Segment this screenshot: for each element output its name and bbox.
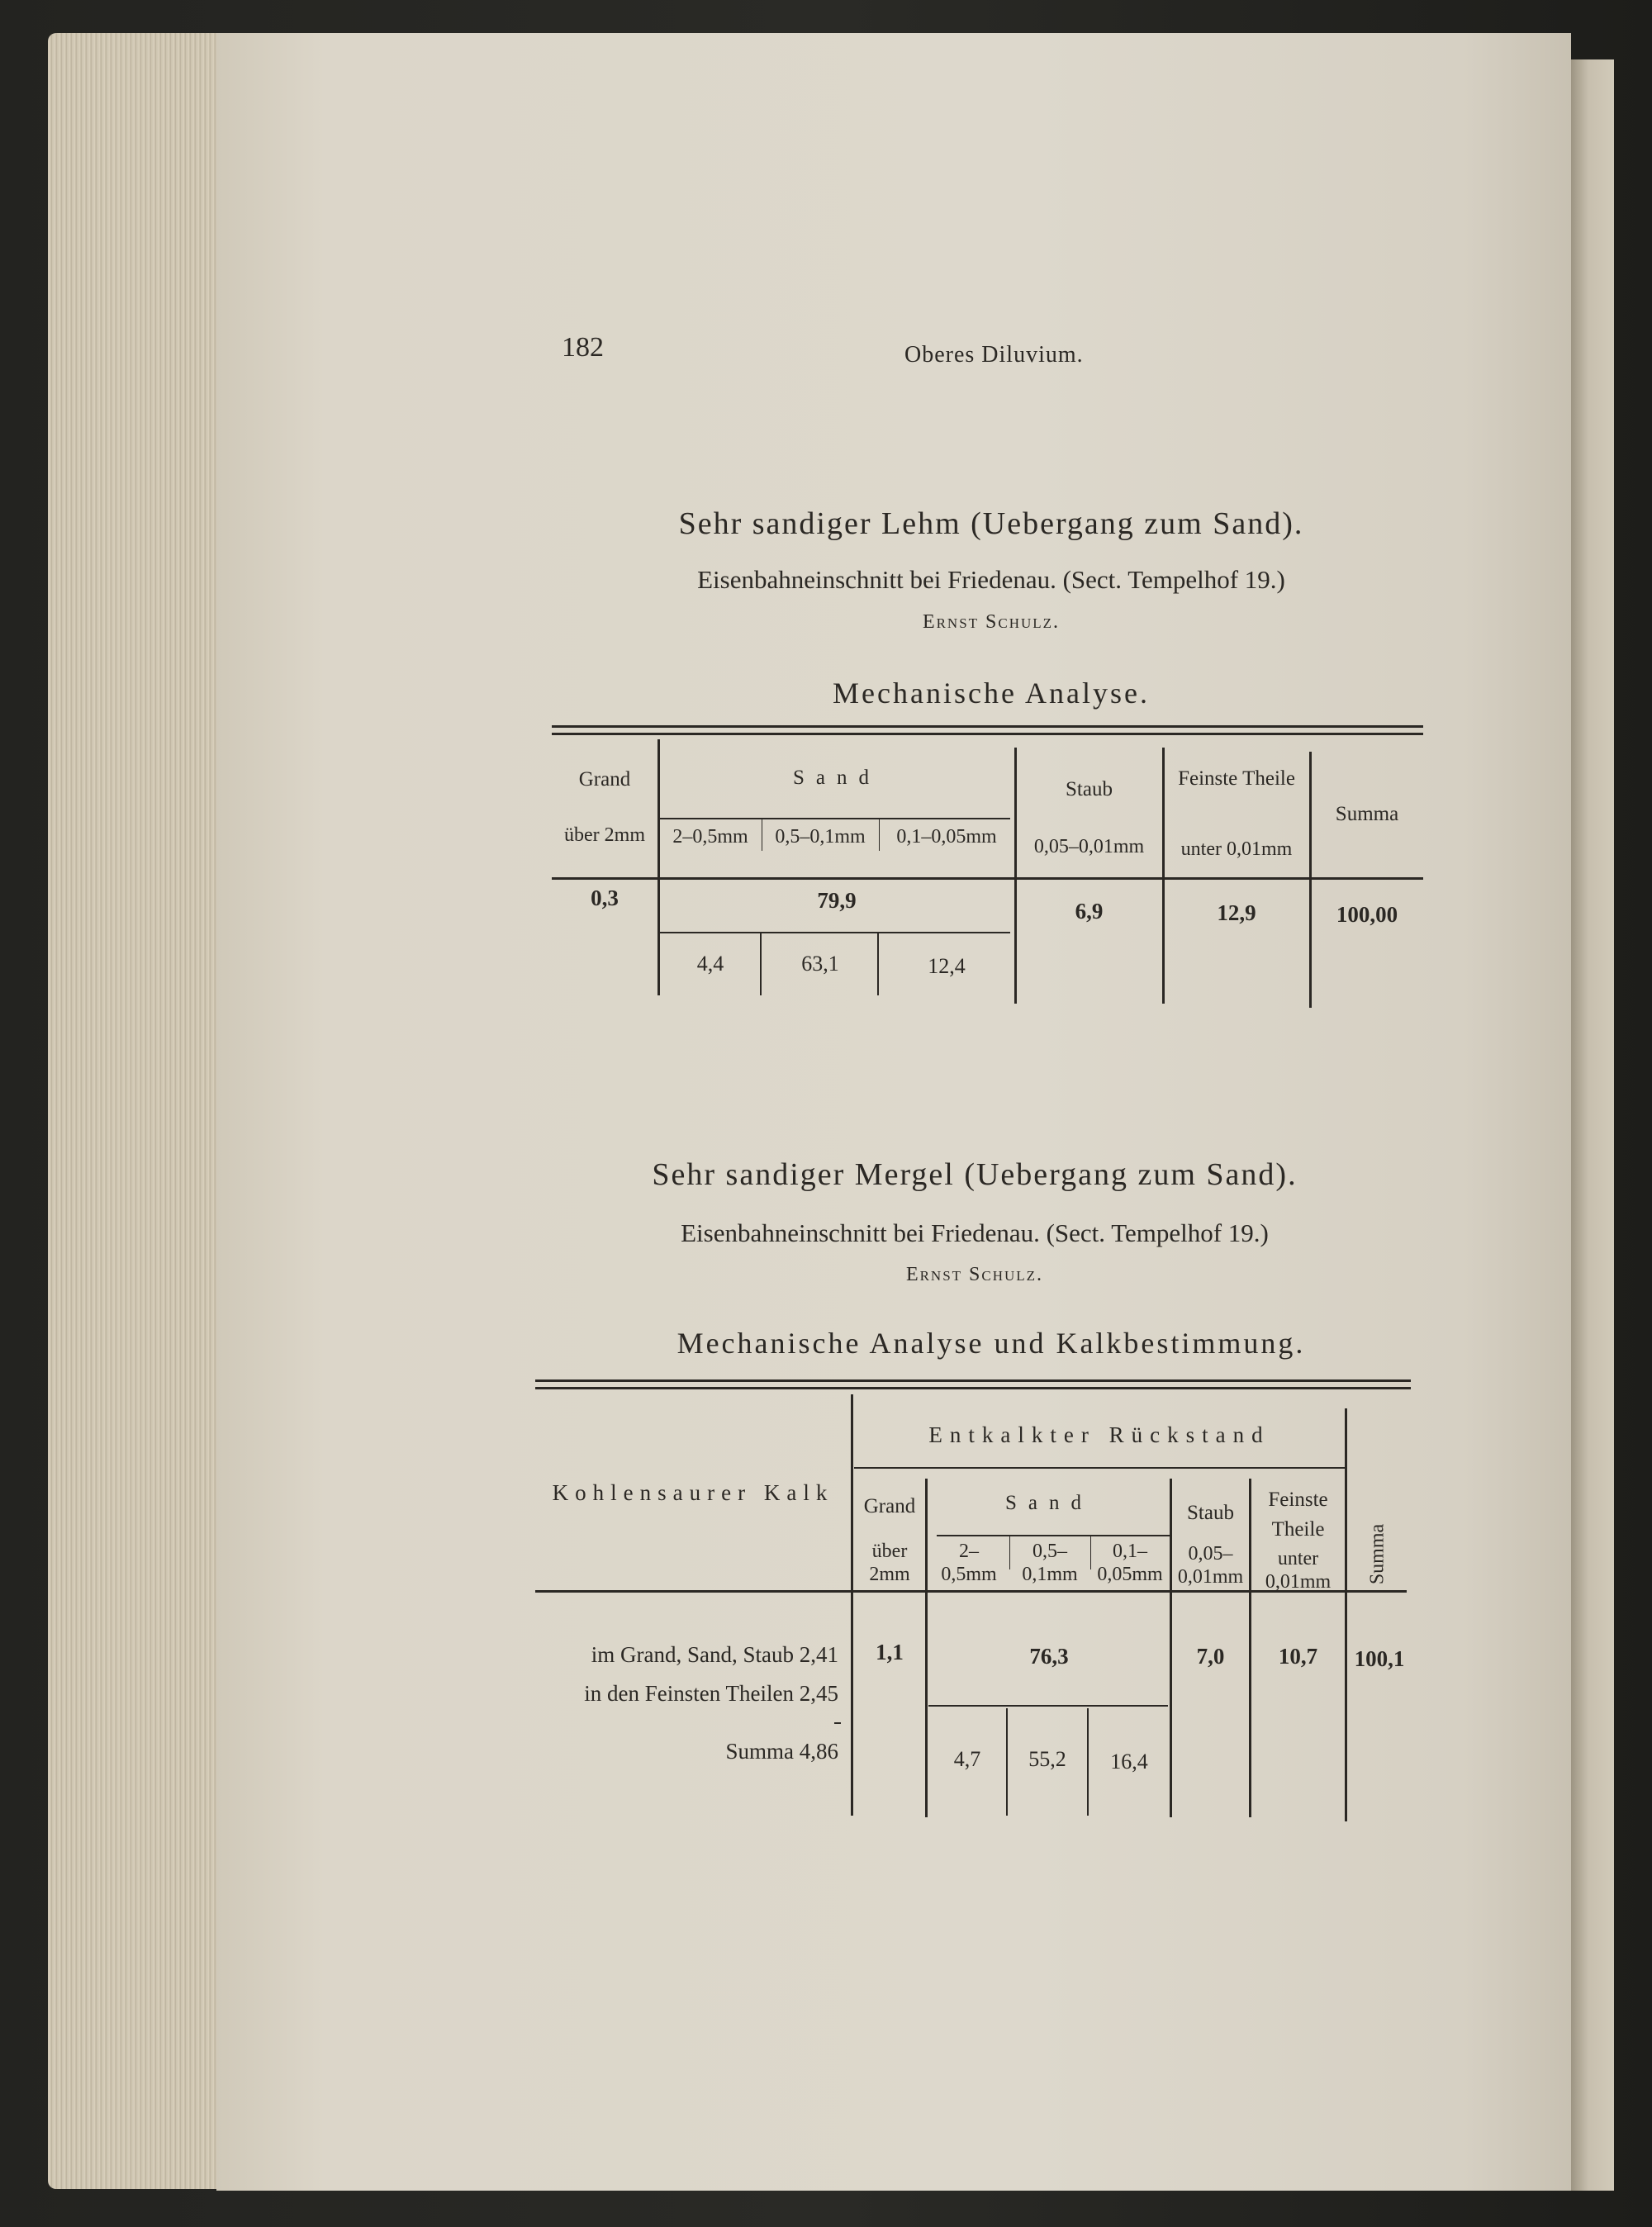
t2-kalk-row-3: Summa 4,86 (725, 1739, 838, 1764)
t1-summa-value: 100,00 (1336, 902, 1398, 927)
t1-grand-sub: über 2mm (564, 824, 645, 846)
t1-sand-sub-1: 2–0,5mm (672, 826, 748, 848)
t2-feinste-sub2: 0,01mm (1265, 1571, 1332, 1593)
t2-staub-sub1: 0,05– (1188, 1543, 1233, 1565)
t1-grand-header: Grand (578, 768, 631, 791)
t1-feinste-sub: unter 0,01mm (1180, 838, 1293, 860)
table2-tick (834, 1722, 841, 1724)
table1-vline (1309, 752, 1312, 1008)
t2-summa-value: 100,1 (1354, 1646, 1405, 1671)
t1-grand-value: 0,3 (591, 886, 619, 910)
t1-staub-sub: 0,05–0,01mm (1033, 836, 1145, 857)
t2-sand-sub-2a: 0,5– (1032, 1541, 1067, 1562)
t2-kalk-header: Kohlensaurer Kalk (552, 1480, 834, 1505)
section1-location: Eisenbahneinschnitt bei Friedenau. (Sect. Tempelhof 19.) (697, 565, 1285, 594)
t2-rueckstand-header: Entkalkter Rückstand (928, 1422, 1270, 1447)
section2-location: Eisenbahneinschnitt bei Friedenau. (Sect. Tempelhof 19.) (681, 1218, 1269, 1247)
t1-sand-header: Sand (793, 767, 881, 789)
t2-staub-sub2: 0,01mm (1177, 1566, 1244, 1588)
table1-sand-sub-rule (659, 932, 1010, 933)
t2-grand-sub2: 2mm (869, 1564, 910, 1585)
t2-staub-value: 7,0 (1196, 1644, 1225, 1669)
table1-rule-mid (552, 877, 1423, 880)
section1-title: Sehr sandiger Lehm (Uebergang zum Sand). (678, 506, 1304, 541)
table2-sand-rule (937, 1535, 1170, 1536)
table1-rule-top2 (552, 733, 1423, 735)
page-number: 182 (562, 332, 604, 363)
book-page (216, 33, 1571, 2191)
t1-summa-header: Summa (1335, 803, 1399, 825)
t1-staub-value: 6,9 (1075, 899, 1104, 924)
t1-feinste-value: 12,9 (1217, 900, 1256, 925)
table1-sand-rule (659, 818, 1010, 819)
section1-author: Ernst Schulz. (922, 611, 1061, 633)
t2-sand-sub-3b: 0,05mm (1097, 1564, 1163, 1585)
t2-sand-part-3: 16,4 (1110, 1750, 1148, 1774)
t1-sand-sub-2: 0,5–0,1mm (775, 826, 866, 848)
t1-sand-part-2: 63,1 (801, 952, 839, 976)
t2-sand-total: 76,3 (1029, 1644, 1069, 1669)
table2-vline (925, 1479, 928, 1817)
t2-sand-part-1: 4,7 (953, 1747, 981, 1771)
running-head: Oberes Diluvium. (904, 342, 1084, 368)
t2-kalk-row-2: in den Feinsten Theilen 2,45 (584, 1681, 838, 1706)
t2-feinste-value: 10,7 (1278, 1644, 1318, 1669)
t2-feinste-sub1: unter (1277, 1548, 1319, 1569)
t2-sand-sub-3a: 0,1– (1113, 1541, 1147, 1562)
section1-table-title: Mechanische Analyse. (833, 677, 1150, 710)
table2-sand-sub-rule (928, 1705, 1168, 1707)
t1-sand-part-3: 12,4 (928, 954, 966, 978)
table2-vline (1345, 1408, 1347, 1821)
t2-sand-sub-1a: 2– (959, 1541, 979, 1562)
t2-staub-header: Staub (1187, 1502, 1234, 1524)
t2-sand-part-2: 55,2 (1028, 1747, 1066, 1771)
t1-feinste-header: Feinste Theile (1178, 767, 1295, 790)
table1-rule-top (552, 725, 1423, 728)
t1-sand-total: 79,9 (817, 888, 857, 913)
t2-feinste-header1: Feinste (1268, 1489, 1328, 1511)
t2-sand-sub-2b: 0,1mm (1022, 1564, 1078, 1585)
table2-rule-top (535, 1379, 1411, 1382)
section2-title: Sehr sandiger Mergel (Uebergang zum Sand). (652, 1157, 1298, 1192)
next-page-edge (1571, 59, 1614, 2191)
table2-rueckstand-rule (854, 1467, 1345, 1469)
t2-sand-sub-1b: 0,5mm (941, 1564, 997, 1585)
t2-grand-header: Grand (863, 1495, 916, 1517)
section2-table-title: Mechanische Analyse und Kalkbestimmung. (676, 1327, 1306, 1360)
table2-vline (851, 1394, 853, 1816)
page-edges (48, 33, 221, 2189)
section2-author: Ernst Schulz. (905, 1264, 1044, 1285)
t2-kalk-row-1: im Grand, Sand, Staub 2,41 (591, 1642, 838, 1667)
t2-grand-value: 1,1 (876, 1640, 904, 1664)
t2-grand-sub1: über (871, 1541, 908, 1562)
t2-feinste-header2: Theile (1271, 1518, 1325, 1541)
t1-sand-sub-3: 0,1–0,05mm (896, 826, 997, 848)
t2-sand-header: Sand (1005, 1492, 1093, 1514)
t1-staub-header: Staub (1066, 778, 1113, 800)
table2-rule-top2 (535, 1387, 1411, 1389)
t2-summa-header: Summa (1366, 1523, 1389, 1585)
t1-sand-part-1: 4,4 (696, 952, 724, 976)
